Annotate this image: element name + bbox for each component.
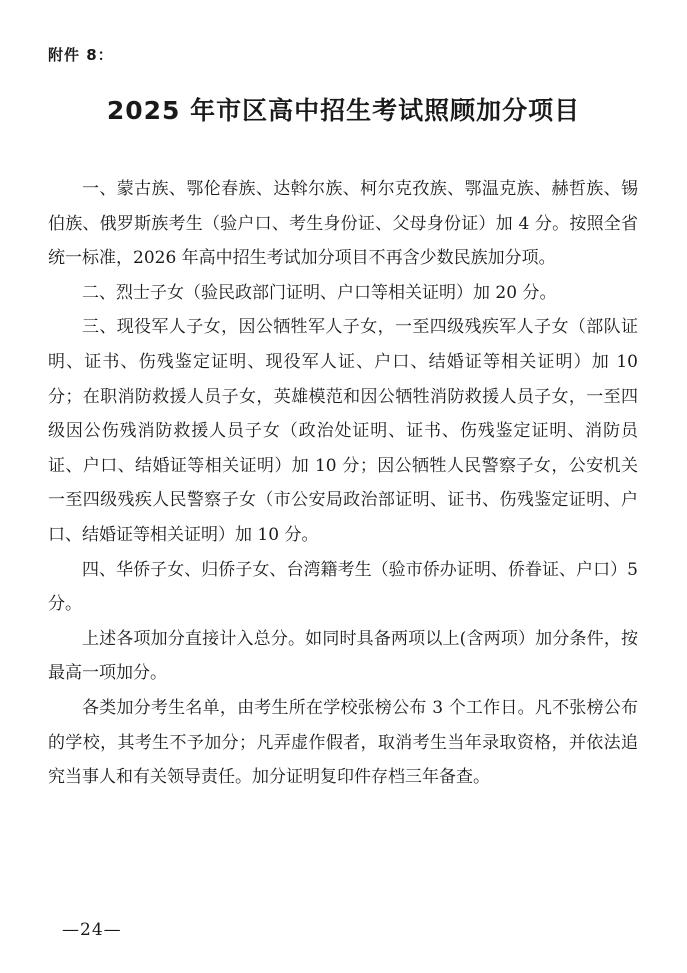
paragraph-total-score-rule: 上述各项加分直接计入总分。如同时具备两项以上(含两项）加分条件，按最高一项加分。 xyxy=(48,628,638,684)
paragraph-publicity-rule: 各类加分考生名单，由考生所在学校张榜公布 3 个工作日。凡不张榜公布的学校，其考生不予加分；凡弄虚作假者，取消考生当年录取资格，并依法追究当事人和有关领导责任。加分证明复印件存档三年备查。 xyxy=(48,697,638,788)
document-body xyxy=(48,172,638,795)
paragraph-military-fire-police: 三、现役军人子女，因公牺牲军人子女，一至四级残疾军人子女（部队证明、证书、伤残鉴定证明、现役军人证、户口、结婚证等相关证明）加 10 分；在职消防救援人员子女，英雄模范和因公牺牲消防救援人员子女，一至四级因公伤残消防救援人员子女（政治处证明、证书、伤残鉴定证明、消防员证、户口、结婚证等相关证明）加 10 分；因公牺牲人民警察子女，公安机关一至四级残疾人民警察子女（市公安局政治部证明、证书、伤残鉴定证明、户口、结婚证等相关证明）加 10 分。 xyxy=(48,317,638,545)
page-number: —24— xyxy=(62,920,122,940)
paragraph-ethnic-minorities: 一、蒙古族、鄂伦春族、达斡尔族、柯尔克孜族、鄂温克族、赫哲族、锡伯族、俄罗斯族考生（验户口、考生身份证、父母身份证）加 4 分。按照全省统一标准，2026 年高中招生考试加分项目不再含少数民族加分项。 xyxy=(48,179,638,269)
document-title: 2025 年市区高中招生考试照顾加分项目 xyxy=(106,96,581,125)
paragraph-martyrs-children: 二、烈士子女（验民政部门证明、户口等相关证明）加 20 分。 xyxy=(82,282,557,303)
paragraph-overseas-chinese: 四、华侨子女、归侨子女、台湾籍考生（验市侨办证明、侨眷证、户口）5 分。 xyxy=(48,559,638,615)
attachment-label: 附件 8： xyxy=(48,46,114,64)
